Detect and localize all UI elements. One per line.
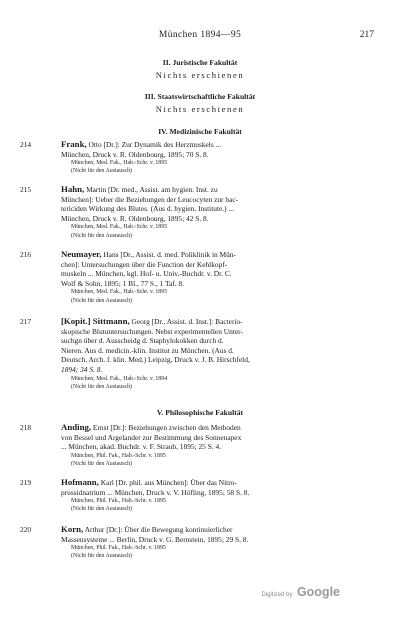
entry-text: tericiden Wirkung des Blutes. (Aus d. hygien. Institute.) ... [61, 204, 235, 214]
section-title-medizinische: IV. Medizinische Fakultät [158, 127, 242, 136]
digitized-label: Digitized by [261, 592, 293, 598]
entry-note: München, Phil. Fak., Hab.-Schr. v. 1895 [71, 452, 166, 459]
entry-number: 217 [20, 317, 32, 326]
entry-text: München, Druck v. R. Oldenbourg, 1895; 42 S. 8. [61, 213, 209, 223]
entry-note: (Nicht für den Austausch) [71, 553, 133, 560]
entry-text: Martin [Dr. med., Assist. am hygien. Inst. zu [84, 185, 218, 194]
entry-218 [20, 423, 380, 468]
entry-author: [Kopit.] Sittmann, [61, 317, 130, 326]
entry-author: Anding, [61, 423, 92, 432]
entry-text: Georg [Dr., Assist. d. Inst.]: Bacterio- [129, 317, 243, 326]
entry-217 [20, 317, 380, 391]
entry-text: München]: Ueber die Beziehungen der Leucocyten zur bac- [61, 194, 239, 204]
section-note-juristische: Nichts erschienen [155, 70, 245, 80]
entry-219 [20, 478, 380, 514]
entry-note: (Nicht für den Austausch) [71, 460, 133, 467]
entry-author: Frank, [61, 140, 87, 149]
entry-note: München, Med. Fak., Hab.-Schr. v. 1895 [71, 224, 168, 231]
running-title: München 1894—95 [158, 30, 242, 40]
entry-author: Neumayer, [61, 250, 102, 259]
entry-text: von Bessel und Argelander zur Bestimmung des Sonnenapex [61, 432, 242, 442]
entry-220 [20, 525, 380, 561]
entry-text: Ernst [Dr.]: Beziehungen zwischen den Methoden [91, 423, 241, 432]
entry-text: muskeln ... München, kgl. Hof- u. Univ.-Buchdr. v. Dr. C. [61, 269, 232, 279]
entry-text: ... München, akad. Buchdr. v. F. Straub, 1895; 25 S. 4. [61, 442, 222, 452]
entry-text: Arthur [Dr.]: Über die Bewegung kontinuierlicher [83, 525, 233, 534]
entry-text: prussidnatrium ... München, Druck v. V. Höfling, 1895; 58 S. 8. [61, 487, 250, 497]
entry-text: 1894; 34 S. 8. [61, 364, 103, 374]
section-title-juristische: II. Juristische Fakultät [162, 58, 238, 67]
entry-214 [20, 140, 380, 176]
entry-note: (Nicht für den Austausch) [71, 297, 133, 304]
entry-note: München, Med. Fak., Hab.-Schr. v. 1895 [71, 289, 168, 296]
entry-text: Wolf & Sohn, 1895; 1 Bl., 77 S., 1 Taf. 8. [61, 278, 184, 288]
entry-text: Karl [Dr. phil. aus München]: Über das Nitro- [98, 478, 237, 487]
entry-author: Hahn, [61, 185, 85, 194]
entry-note: (Nicht für den Austausch) [71, 506, 133, 513]
page-header [0, 30, 400, 44]
entry-number: 215 [20, 185, 32, 194]
entry-note: München, Phil. Fak., Hab.-Schr. v. 1895 [71, 545, 166, 552]
entry-text: skopische Blutuntersuchungen. Nebst experimentellen Unter- [61, 326, 243, 336]
entry-text: Hans [Dr., Assist. d. med. Poliklinik in Mün- [101, 250, 236, 259]
entry-text: Deutsch. Arch. f. klin. Med.) Leipzig, Druck v. J. B. Hirschfeld, [61, 355, 250, 365]
digitized-watermark [261, 583, 340, 601]
google-logo: Google [296, 585, 340, 599]
entry-text: suchgn über d. Ausscheidg d. Staphylokokken durch d. [61, 336, 224, 346]
entry-author: Korn, [61, 525, 84, 534]
entry-215 [20, 185, 380, 240]
entry-note: München, Phil. Fak., Hab.-Schr. v. 1895 [71, 498, 166, 505]
entry-note: (Nicht für den Austausch) [71, 383, 133, 390]
section-title-staatswirtschaftliche: III. Staatswirtschaftliche Fakultät [144, 92, 256, 101]
entry-author: Hofmann, [61, 478, 99, 487]
entry-text: Nieren. Aus d. medicin.-klin. Institut zu München. (Aus d. [61, 345, 234, 355]
entry-216 [20, 250, 380, 305]
entry-note: München, Med. Fak., Hab.-Schr. v. 1895 [71, 160, 168, 167]
entry-number: 220 [20, 525, 32, 534]
section-note-staatswirtschaftliche: Nichts erschienen [155, 104, 245, 114]
entry-note: München, Med. Fak., Hab.-Schr. v. 1894 [71, 375, 168, 382]
entry-number: 216 [20, 250, 32, 259]
entry-number: 218 [20, 423, 32, 432]
entry-text: München, Druck v. R. Oldenbourg, 1895; 70 S. 8. [61, 149, 209, 159]
entry-text: Otto [Dr.]: Zur Dynamik des Herzmuskels ... [86, 140, 222, 149]
entry-text: Massensysteme ... Berlin, Druck v. G. Bernstein, 1895; 29 S. 8. [61, 534, 249, 544]
entry-note: (Nicht für den Austausch) [71, 168, 133, 175]
entry-number: 214 [20, 140, 32, 149]
page-number: 217 [359, 30, 374, 40]
entry-text: chen]: Untersuchungen über die Function der Kehlkopf- [61, 259, 228, 269]
entry-number: 219 [20, 478, 32, 487]
section-title-philosophische: V. Philosophische Fakultät [156, 408, 244, 417]
entry-note: (Nicht für den Austausch) [71, 232, 133, 239]
